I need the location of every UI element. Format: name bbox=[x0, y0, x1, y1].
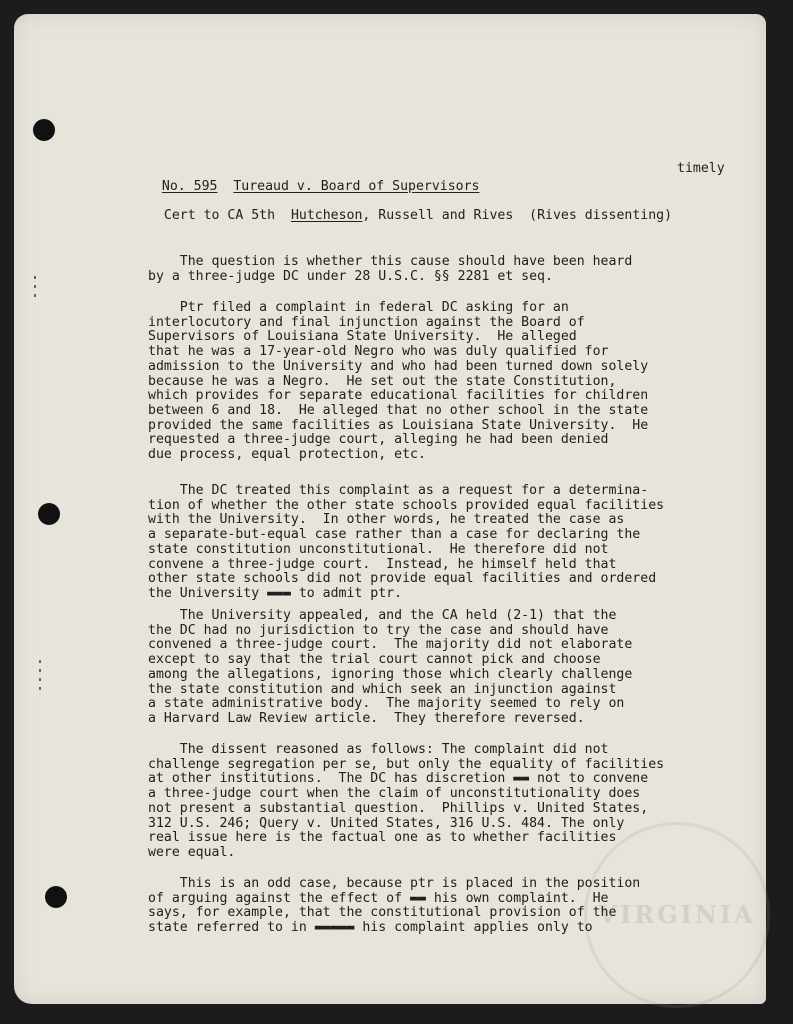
case-header-line bbox=[146, 164, 480, 194]
university-seal-watermark: VIRGINIA bbox=[584, 822, 770, 1008]
cert-line bbox=[148, 193, 672, 223]
punch-hole-middle bbox=[38, 503, 60, 525]
margin-ticks-middle bbox=[39, 654, 43, 696]
judges-rest: , Russell and Rives (Rives dissenting) bbox=[362, 208, 673, 223]
paragraph-complaint: Ptr filed a complaint in federal DC asking for an interlocutory and final injunction against the Board of Supervisors of Louisiana State University. He alleged that he was a 17-year-old Negro who was duly qualified for admission to the University and who had been turned down solely because he was a Negro. He set out the state Constitution, which provides for separate educational facilities for children between 6 and 18. He alleged that no other school in the state provided the same facilities as Louisiana State University. He requested a three-judge court, alleging he had been denied due process, equal protection, etc. bbox=[148, 300, 649, 463]
paragraph-dissent: The dissent reasoned as follows: The complaint did not challenge segregation per se, but only the equality of facilities at other institutions. The DC has discretion ▬▬ not to convene a three-judge court when the claim of unconstitutionality does not present a substantial question. Phillips v. United States, 312 U.S. 246; Query v. United States, 316 U.S. 484. The only real issue here is the factual one as to whether facilities were equal. bbox=[148, 742, 665, 860]
margin-ticks-top bbox=[34, 270, 38, 303]
paragraph-question: The question is whether this cause should have been heard by a three-judge DC under 28 U.S.C. §§ 2281 et seq. bbox=[148, 254, 633, 284]
timeliness-note: timely bbox=[677, 161, 725, 176]
case-title: Tureaud v. Board of Supervisors bbox=[233, 179, 480, 194]
cert-prefix: Cert to CA 5th bbox=[163, 208, 276, 223]
punch-hole-bottom bbox=[45, 886, 67, 908]
judge-hutcheson: Hutcheson bbox=[290, 208, 363, 223]
paragraph-appeal: The University appealed, and the CA held (2-1) that the the DC had no jurisdiction to try the case and should have convened a three-judge court. The majority did not elaborate except to say that the trial court cannot pick and choose among the allegations, ignoring those which clearly challenge the state constitution and which seek an injunction against a state administrative body. The majority seemed to rely on a Harvard Law Review article. They therefore reversed. bbox=[148, 608, 633, 726]
paragraph-dc-treatment: The DC treated this complaint as a request for a determina- tion of whether the other state schools provided equal facilities with the University. In other words, he treated the case as a separate-but-equal case rather than a case for declaring the state constitution unconstitutional. He therefore did not convene a three-judge court. Instead, he himself held that other state schools did not provide equal facilities and ordered the University ▬▬▬ to admit ptr. bbox=[148, 483, 665, 601]
case-number: No. 595 bbox=[161, 179, 218, 194]
paragraph-odd-case: This is an odd case, because ptr is placed in the position of arguing against the effect of ▬▬ his own complaint. He says, for example, that the constitutional provision of the state referred to in ▬▬▬▬▬ his complaint applies only to bbox=[148, 876, 641, 936]
punch-hole-top bbox=[33, 119, 55, 141]
